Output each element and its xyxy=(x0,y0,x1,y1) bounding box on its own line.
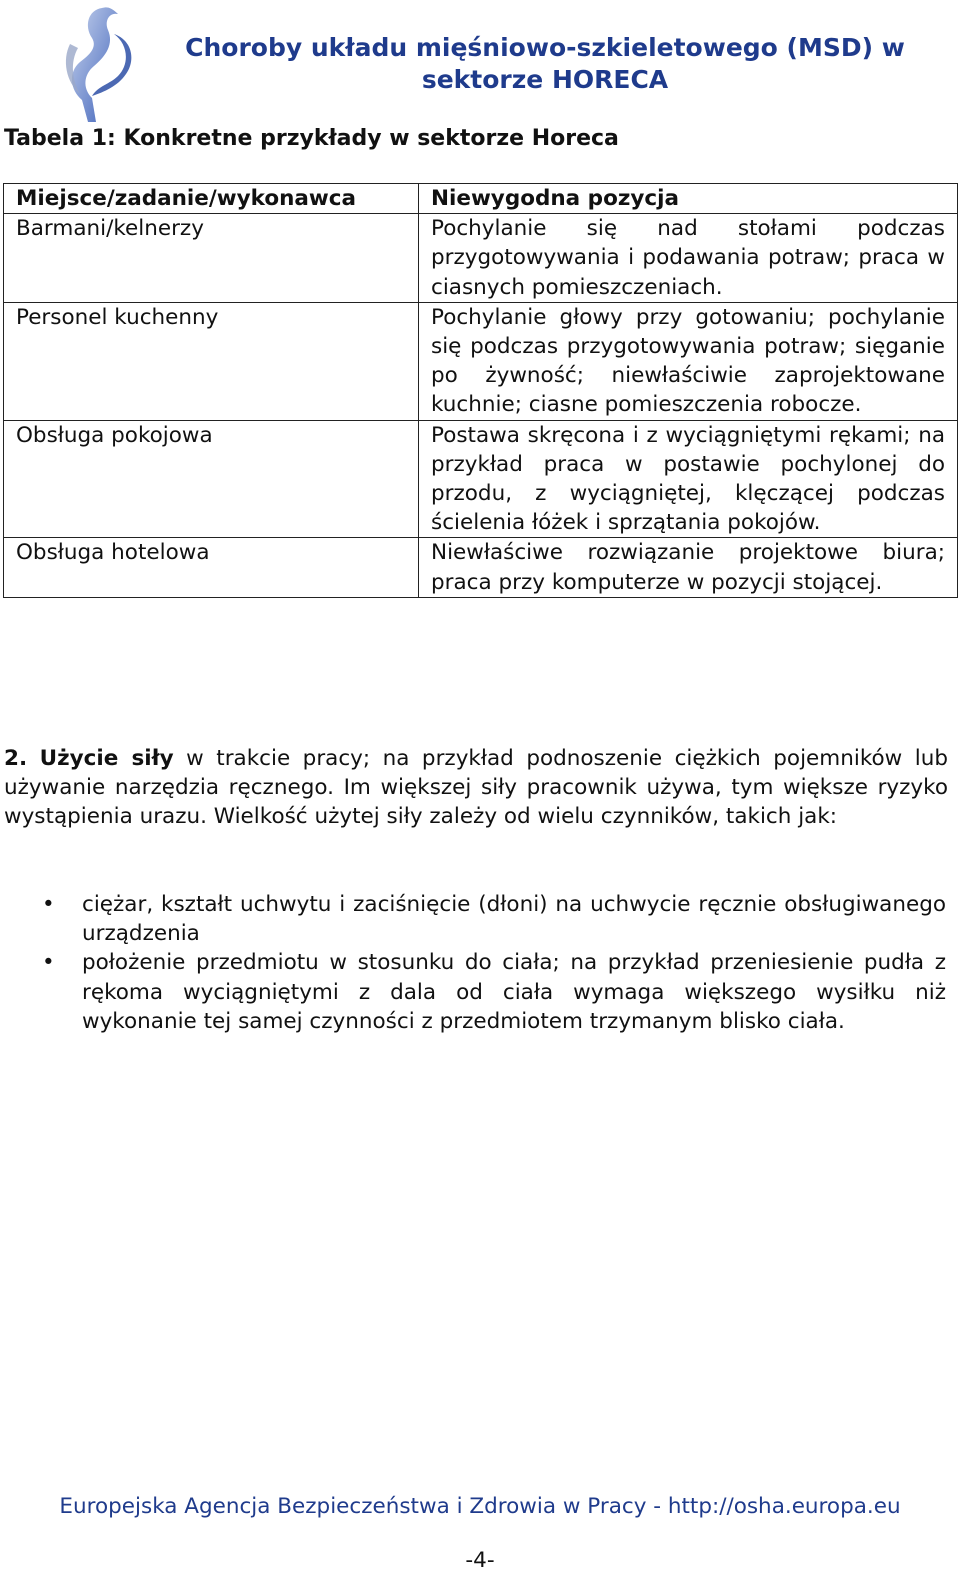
table-cell-place: Obsługa hotelowa xyxy=(4,538,419,597)
list-item-text: położenie przedmiotu w stosunku do ciała; na przykład przeniesienie pudła z rękoma wyciągniętymi z dala od ciała wymaga większego wysiłku niż wykonanie tej samej czynności z przedmiotem trzymanym blisko ciała. xyxy=(82,950,946,1034)
table-caption: Tabela 1: Konkretne przykłady w sektorze Horeca xyxy=(4,126,619,151)
table-cell-position: Postawa skręcona i z wyciągniętymi rękami; na przykład praca w postawie pochylonej do przodu, z wyciągniętej, klęczącej podczas ścielenia łóżek i sprzątania pokojów. xyxy=(419,420,958,538)
column-header-place: Miejsce/zadanie/wykonawca xyxy=(4,184,419,214)
list-item-text: ciężar, kształt uchwytu i zaciśnięcie (dłoni) na uchwycie ręcznie obsługiwanego urządzenia xyxy=(82,892,946,947)
table-row xyxy=(4,538,958,597)
table-cell-place: Obsługa pokojowa xyxy=(4,420,419,538)
table-row xyxy=(4,302,958,420)
table-cell-place: Personel kuchenny xyxy=(4,302,419,420)
section-heading: Użycie siły xyxy=(39,746,174,771)
table-header-row xyxy=(4,184,958,214)
section-text: w trakcie pracy; na przykład podnoszenie ciężkich pojemników lub używanie narzędzia ręcznego. Im większej siły pracownik używa, tym większe ryzyko wystąpienia urazu. Wielkość użytej siły zależy od wielu czynników, takich jak: xyxy=(4,746,948,830)
bullet-icon: • xyxy=(42,892,55,917)
table-cell-position: Pochylanie się nad stołami podczas przygotowywania i podawania potraw; praca w ciasnych pomieszczeniach. xyxy=(419,214,958,303)
bullet-icon: • xyxy=(42,950,55,976)
section-number: 2. xyxy=(4,746,28,771)
agency-logo-icon xyxy=(58,4,140,126)
examples-table xyxy=(3,183,958,598)
table-cell-position: Pochylanie głowy przy gotowaniu; pochylanie się podczas przygotowywania potraw; sięganie po żywność; niewłaściwie zaprojektowane kuchnie; ciasne pomieszczenia robocze. xyxy=(419,302,958,420)
factors-list xyxy=(0,890,946,1036)
page-number: -4- xyxy=(465,1548,495,1573)
column-header-position: Niewygodna pozycja xyxy=(419,184,958,214)
list-item xyxy=(0,948,946,1036)
table-cell-place: Barmani/kelnerzy xyxy=(4,214,419,303)
section-force-paragraph xyxy=(4,744,948,832)
page-footer: Europejska Agencja Bezpieczeństwa i Zdrowia w Pracy - http://osha.europa.eu xyxy=(59,1494,901,1519)
table-row xyxy=(4,420,958,538)
page-header xyxy=(0,0,960,128)
list-item xyxy=(0,890,946,948)
table-cell-position: Niewłaściwe rozwiązanie projektowe biura; praca przy komputerze w pozycji stojącej. xyxy=(419,538,958,597)
document-title: Choroby układu mięśniowo-szkieletowego (MSD) w sektorze HORECA xyxy=(185,33,905,94)
table-row xyxy=(4,214,958,303)
